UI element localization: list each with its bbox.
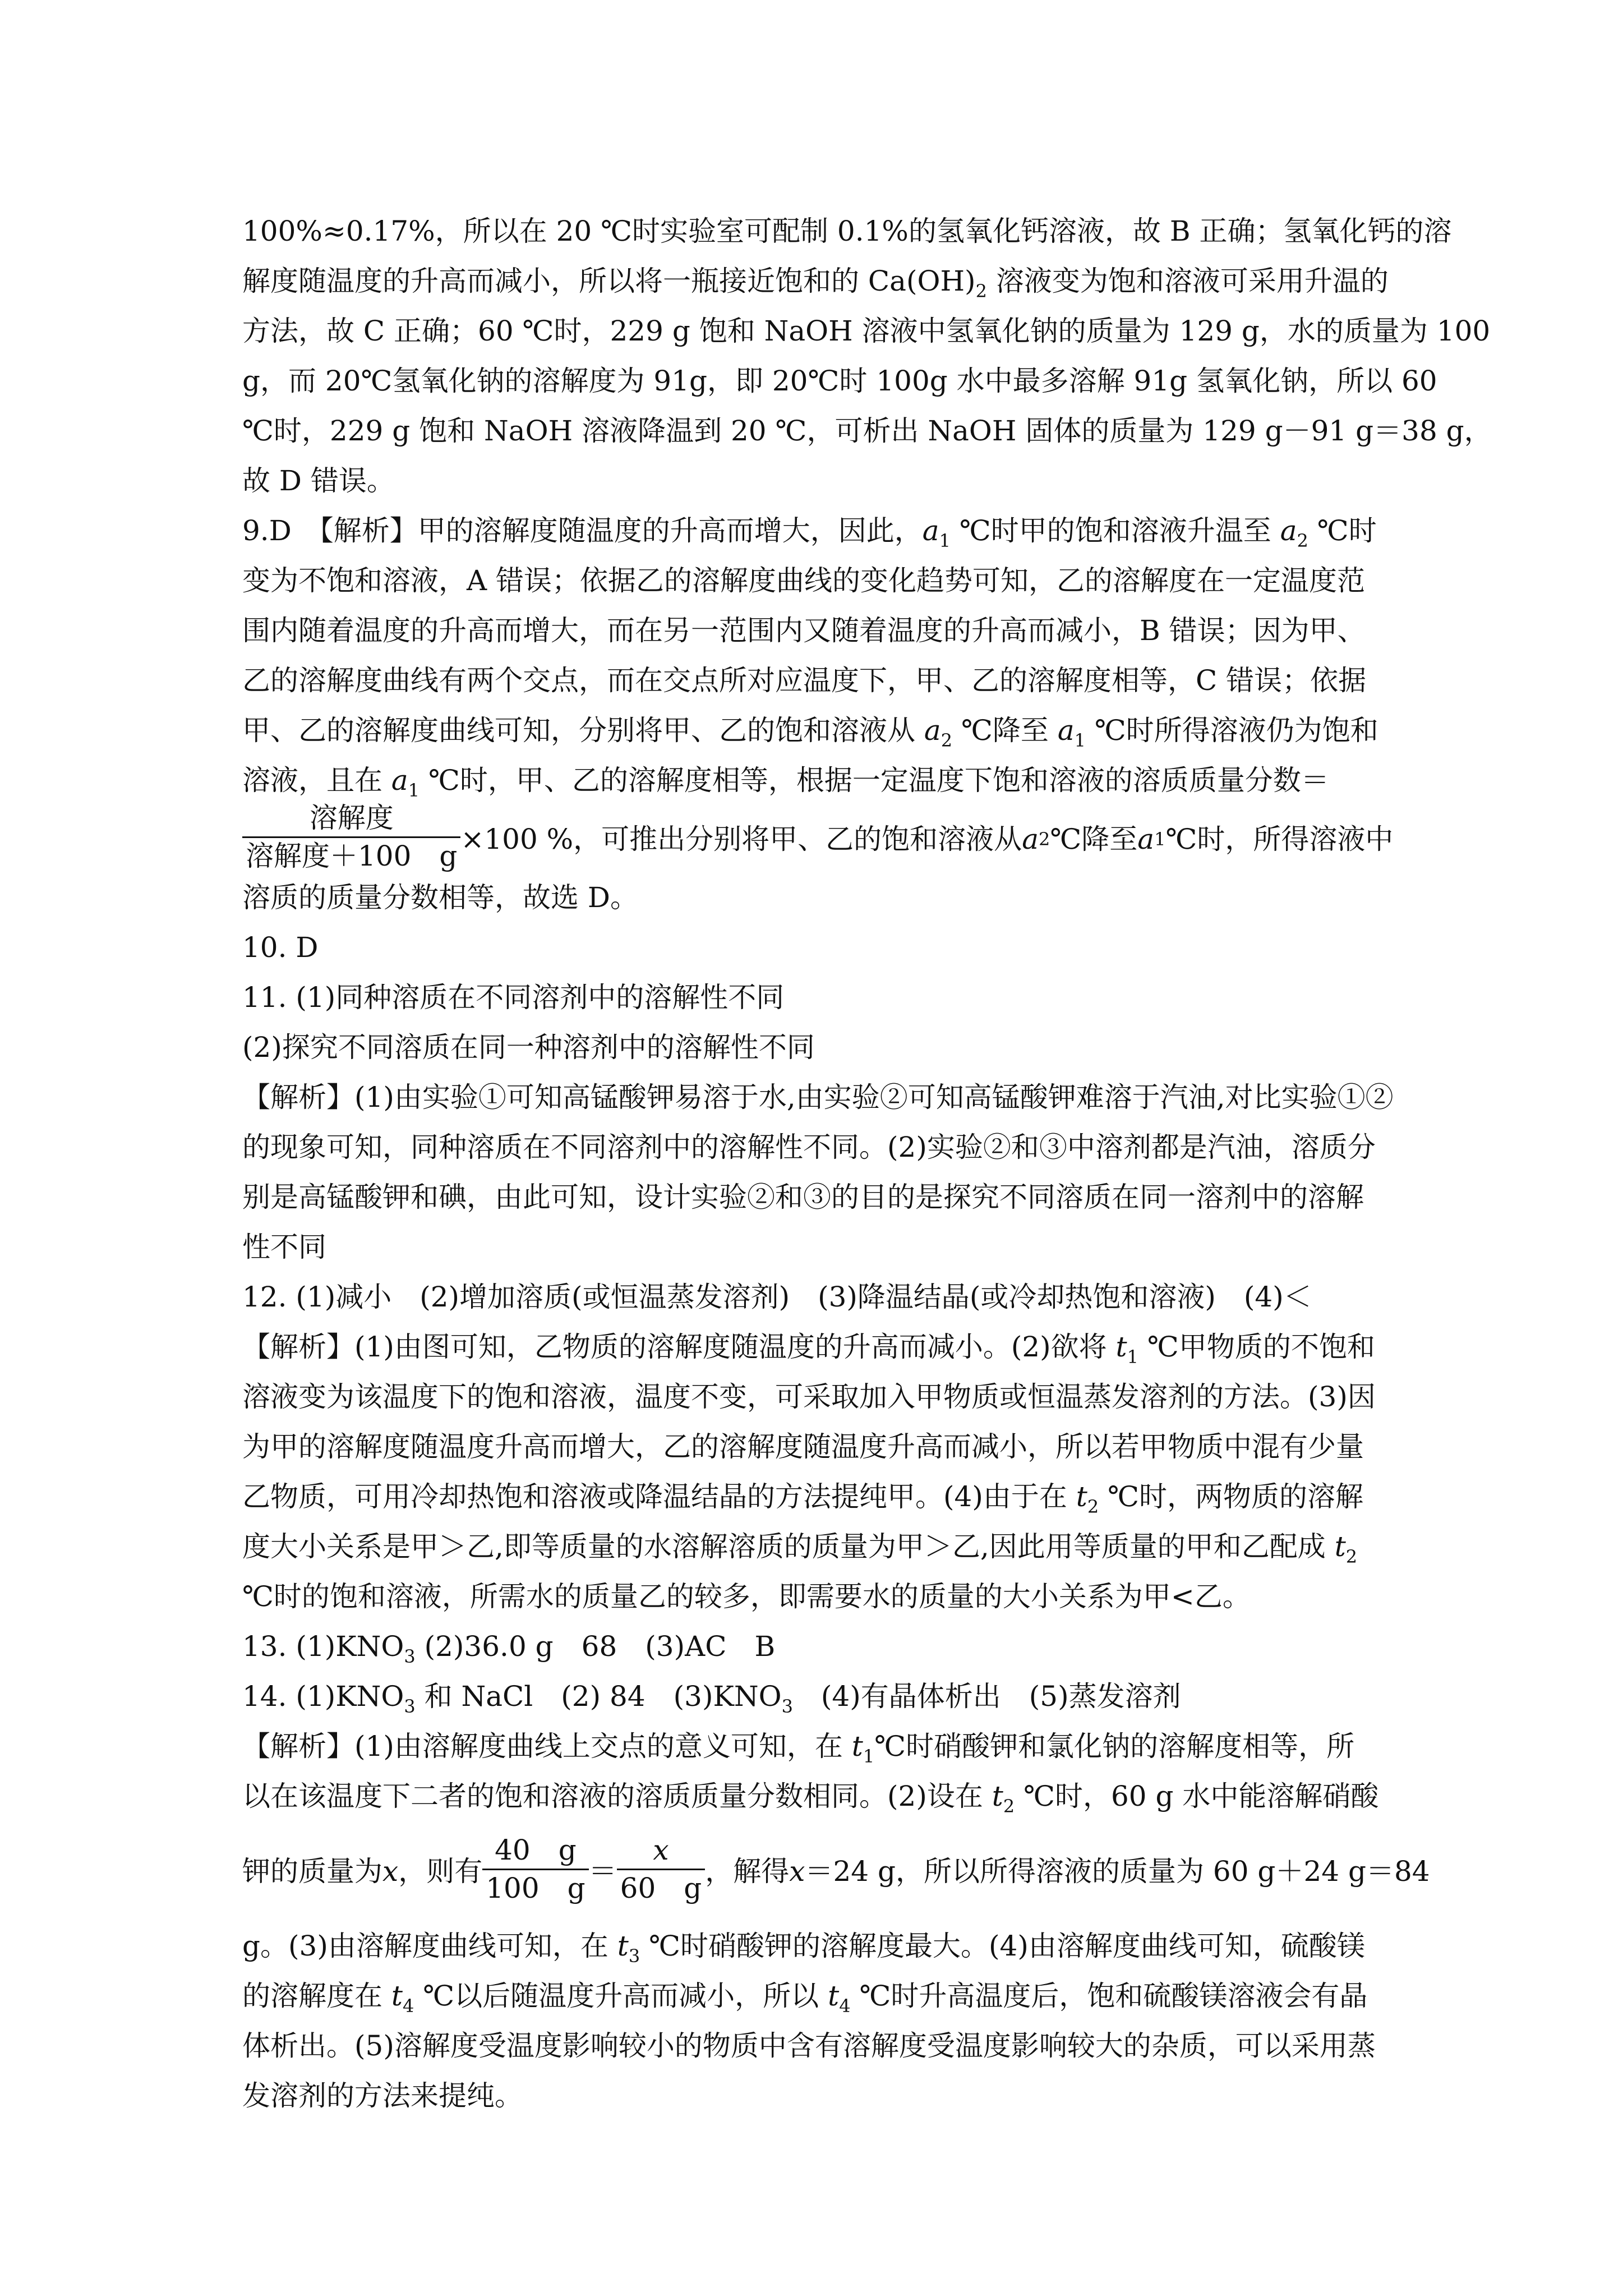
- variable-t: t: [1076, 1480, 1087, 1513]
- text-run: ℃时，60 g 水中能溶解硝酸: [1015, 1780, 1379, 1812]
- q9-line: [242, 506, 1398, 556]
- text-run: 体析出。(5)溶解度受温度影响较小的物质中含有溶解度受温度影响较大的杂质，可以采用蒸: [242, 2030, 1376, 2062]
- text-line: [242, 656, 1398, 706]
- fraction-denominator: 溶解度＋100 g: [246, 839, 458, 872]
- text-run: 12. (1)减小 (2)增加溶质(或恒温蒸发溶剂) (3)降温结晶(或冷却热饱和溶液) (4)＜: [242, 1281, 1312, 1313]
- text-run: 变为不饱和溶液，A 错误；依据乙的溶解度曲线的变化趋势可知，乙的溶解度在一定温度范: [242, 564, 1366, 597]
- subscript: 1: [863, 1746, 875, 1767]
- text-run: ，则有: [398, 1855, 483, 1888]
- subscript: 2: [1345, 1546, 1358, 1567]
- text-line: [242, 2071, 1398, 2121]
- subscript: 2: [1087, 1496, 1099, 1517]
- text-line: [242, 1971, 1398, 2021]
- variable-a: a: [391, 764, 408, 797]
- variable-a: a: [1022, 822, 1039, 855]
- text-line: [242, 556, 1398, 606]
- text-line: [242, 1722, 1398, 1772]
- text-line: [242, 456, 1398, 506]
- q13-line: [242, 1622, 1398, 1672]
- text-line: [242, 1921, 1398, 1971]
- text-run: ×100 %，可推出分别将甲、乙的饱和溶液从: [460, 822, 1022, 855]
- subscript: 1: [939, 530, 951, 551]
- text-line: [242, 606, 1398, 656]
- text-line: [242, 1422, 1398, 1472]
- text-line: [242, 1122, 1398, 1172]
- text-line: [242, 406, 1492, 456]
- fraction-numerator: x: [617, 1835, 706, 1870]
- text-run: (2)36.0 g 68 (3)AC B: [415, 1630, 776, 1663]
- text-run: ℃时: [1308, 514, 1377, 547]
- text-run: 以在该温度下二者的饱和溶液的溶质质量分数相同。(2)设在: [242, 1780, 992, 1812]
- text-run: 度大小关系是甲＞乙,即等质量的水溶解溶质的质量为甲＞乙,因此用等质量的甲和乙配成: [242, 1530, 1335, 1563]
- subscript: 1: [1127, 1346, 1138, 1368]
- fraction-denominator: 60 g: [620, 1871, 702, 1904]
- variable-t: t: [828, 1980, 840, 2012]
- variable-a: a: [1057, 714, 1075, 747]
- text-run: g。(3)由溶解度曲线可知，在: [242, 1930, 617, 1962]
- text-run: 钾的质量为: [242, 1855, 382, 1888]
- text-line: [242, 1222, 1398, 1272]
- solubility-fraction: [242, 803, 460, 871]
- text-run: 溶质的质量分数相等，故选 D。: [242, 881, 638, 914]
- text-line: [242, 1023, 1398, 1073]
- text-line: [242, 1372, 1398, 1422]
- variable-x: x: [789, 1855, 805, 1888]
- subscript: 2: [975, 280, 987, 302]
- text-run: ℃时的饱和溶液，所需水的质量乙的较多，即需要水的质量的大小关系为甲<乙。: [242, 1580, 1251, 1613]
- text-run: ℃时硝酸钾和氯化钠的溶解度相等，所: [874, 1730, 1355, 1763]
- fraction-numerator: 溶解度: [242, 803, 460, 838]
- formula-line: $\frac{\text{溶解度}}{\text{溶解度＋100 g}}$ ×100 %，可推出分别将甲、乙的饱和溶液从 a 2 ℃降至 a 1 ℃时，所得溶液中: [242, 806, 1398, 873]
- subscript: 3: [781, 1696, 793, 1717]
- variable-a: a: [1137, 822, 1155, 855]
- text-line: [242, 256, 1398, 306]
- text-run: ℃时所得溶液仍为饱和: [1085, 714, 1378, 747]
- text-line: [242, 1472, 1398, 1522]
- subscript: 2: [1297, 530, 1308, 551]
- text-run: 乙物质，可用冷却热饱和溶液或降温结晶的方法提纯甲。(4)由于在: [242, 1480, 1076, 1513]
- variable-t: t: [1115, 1331, 1127, 1363]
- text-run: 10. D: [242, 931, 319, 964]
- text-run: ℃时，所得溶液中: [1165, 822, 1394, 855]
- subscript: 2: [1003, 1796, 1015, 1817]
- text-run: ℃降至: [952, 714, 1058, 747]
- text-line: [242, 1172, 1398, 1222]
- subscript: 4: [839, 1995, 851, 2017]
- variable-t: t: [992, 1780, 1003, 1812]
- text-run: 方法，故 C 正确；60 ℃时，229 g 饱和 NaOH 溶液中氢氧化钠的质量为 129 g，水的质量为 100: [242, 315, 1491, 347]
- text-run: ℃时，两物质的溶解: [1099, 1480, 1363, 1513]
- text-line: [242, 873, 1398, 923]
- text-run: ＝24 g，所以所得溶液的质量为 60 g＋24 g＝84: [805, 1855, 1430, 1888]
- text-run: ℃时升高温度后，饱和硫酸镁溶液会有晶: [850, 1980, 1368, 2012]
- subscript: 2: [940, 730, 953, 751]
- equals-sign: ＝: [588, 1855, 617, 1888]
- text-run: 11. (1)同种溶质在不同溶剂中的溶解性不同: [242, 981, 785, 1014]
- q12-line: [242, 1272, 1398, 1322]
- text-run: 别是高锰酸钾和碘，由此可知，设计实验②和③的目的是探究不同溶质在同一溶剂中的溶解: [242, 1181, 1364, 1213]
- text-run: ，解得: [705, 1855, 790, 1888]
- variable-a: a: [924, 714, 941, 747]
- fraction-numerator: 40 g: [482, 1835, 588, 1870]
- text-line: [242, 2021, 1398, 2071]
- text-run: 发溶剂的方法来提纯。: [242, 2079, 523, 2112]
- variable-a: a: [1280, 514, 1297, 547]
- variable-t: t: [617, 1930, 629, 1962]
- variable-a: a: [922, 514, 939, 547]
- variable-t: t: [1334, 1530, 1346, 1563]
- text-run: 为甲的溶解度随温度升高而增大，乙的溶解度随温度升高而减小，所以若甲物质中混有少量: [242, 1430, 1364, 1463]
- q10-line: [242, 923, 1398, 973]
- text-line: [242, 756, 1398, 806]
- text-run: 溶液，且在: [242, 764, 391, 797]
- subscript: 3: [404, 1646, 416, 1667]
- text-run: ℃时硝酸钾的溶解度最大。(4)由溶解度曲线可知，硫酸镁: [640, 1930, 1365, 1962]
- q14-line: [242, 1672, 1398, 1722]
- text-line: [242, 1572, 1398, 1622]
- text-run: 13. (1)KNO: [242, 1630, 404, 1663]
- subscript: 1: [1074, 730, 1086, 751]
- text-run: 和 NaCl (2) 84 (3)KNO: [415, 1680, 782, 1713]
- text-run: ℃时，229 g 饱和 NaOH 溶液降温到 20 ℃，可析出 NaOH 固体的质量为 129 g－91 g＝38 g，: [242, 415, 1492, 447]
- variable-t: t: [391, 1980, 403, 2012]
- text-run: 14. (1)KNO: [242, 1680, 404, 1713]
- text-run: 【解析】(1)由图可知，乙物质的溶解度随温度的升高而减小。(2)欲将: [242, 1331, 1116, 1363]
- text-run: 乙的溶解度曲线有两个交点，而在交点所对应温度下，甲、乙的溶解度相等，C 错误；依据: [242, 664, 1367, 697]
- variable-t: t: [851, 1730, 863, 1763]
- text-run: 的溶解度在: [242, 1980, 391, 2012]
- fraction-denominator: 100 g: [486, 1871, 585, 1904]
- text-run: 溶液变为该温度下的饱和溶液，温度不变，可采取加入甲物质或恒温蒸发溶剂的方法。(3)因: [242, 1381, 1376, 1413]
- text-run: 溶液变为饱和溶液可采用升温的: [986, 265, 1389, 297]
- text-run: 【解析】(1)由溶解度曲线上交点的意义可知，在: [242, 1730, 852, 1763]
- text-run: 【解析】(1)由实验①可知高锰酸钾易溶于水,由实验②可知高锰酸钾难溶于汽油,对比实验①②: [242, 1081, 1394, 1114]
- fraction-x-over-60: [617, 1835, 706, 1903]
- text-run: 甲、乙的溶解度曲线可知，分别将甲、乙的饱和溶液从: [242, 714, 924, 747]
- text-line: [242, 706, 1398, 756]
- subscript: 4: [403, 1995, 414, 2017]
- text-run: 100%≈0.17%，所以在 20 ℃时实验室可配制 0.1%的氢氧化钙溶液，故 B 正确；氢氧化钙的溶: [242, 215, 1452, 247]
- q11-line: [242, 973, 1398, 1023]
- text-run: 故 D 错误。: [242, 464, 395, 497]
- text-run: 9.D 【解析】甲的溶解度随温度的升高而增大，因此，: [242, 514, 923, 547]
- text-run: 解度随温度的升高而减小，所以将一瓶接近饱和的 Ca(OH): [242, 265, 976, 297]
- text-line: [242, 1772, 1398, 1821]
- text-line: [242, 1322, 1398, 1372]
- text-line: [242, 1073, 1398, 1122]
- text-run: ℃以后随温度升高而减小，所以: [414, 1980, 828, 2012]
- text-run: 的现象可知，同种溶质在不同溶剂中的溶解性不同。(2)实验②和③中溶剂都是汽油，溶质分: [242, 1131, 1376, 1163]
- text-line: [242, 206, 1452, 256]
- subscript: 3: [628, 1945, 640, 1967]
- subscript: 1: [408, 780, 420, 801]
- document-page: [242, 206, 1492, 2121]
- subscript: 3: [404, 1696, 416, 1717]
- variable-x: x: [382, 1855, 399, 1888]
- text-run: ℃甲物质的不饱和: [1138, 1331, 1375, 1363]
- text-run: 围内随着温度的升高而增大，而在另一范围内又随着温度的升高而减小，B 错误；因为甲、: [242, 614, 1366, 647]
- text-run: 性不同: [242, 1231, 326, 1263]
- text-run: (4)有晶体析出 (5)蒸发溶剂: [792, 1680, 1181, 1713]
- text-line: [242, 306, 1491, 356]
- text-run: ℃时，甲、乙的溶解度相等，根据一定温度下饱和溶液的溶质质量分数＝: [419, 764, 1329, 797]
- text-run: ℃时甲的饱和溶液升温至: [950, 514, 1280, 547]
- text-run: g，而 20℃氢氧化钠的溶解度为 91g，即 20℃时 100g 水中最多溶解 91g 氢氧化钠，所以 60: [242, 365, 1437, 397]
- text-run: (2)探究不同溶质在同一种溶剂中的溶解性不同: [242, 1031, 815, 1064]
- text-line: [242, 1522, 1398, 1572]
- text-run: ℃降至: [1050, 822, 1138, 855]
- text-line: [242, 356, 1437, 406]
- fraction-40-over-100: [482, 1835, 588, 1903]
- formula-line: [242, 1821, 1430, 1921]
